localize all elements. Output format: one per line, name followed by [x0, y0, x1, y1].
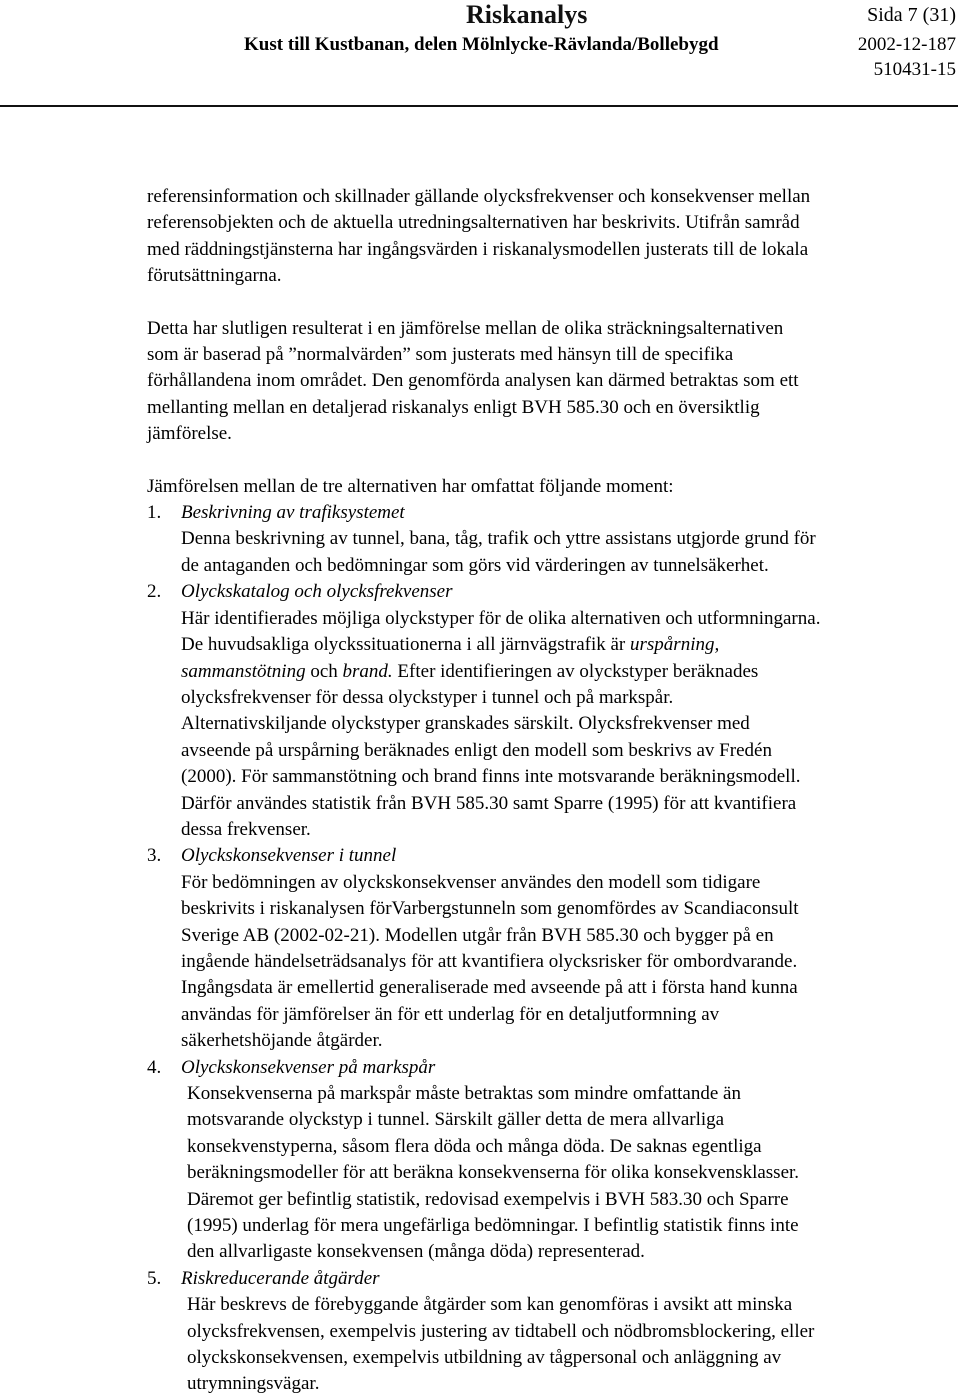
- list-item-4: 4. Olyckskonsekvenser på markspår Konsekvenserna på markspår måste betraktas som mindre omfattande än motsvarande olyckstyp i tunnel. Särskilt gäller detta de mera allvarliga konsekvenstyperna, såsom flera döda och många döda. De saknas egentliga beräkningsmodeller för att beräkna konsekvenserna för olika konsekvensklasser. Däremot ger befintlig statistik, redovisad exempelvis i BVH 583.30 och Sparre (1995) underlag för mera ungefärliga bedömningar. I befintlig statistik finns inte den allvarligaste konsekvensen (många döda) representerad.: [147, 1055, 947, 1266]
- list-intro: Jämförelsen mellan de tre alternativen har omfattat följande moment:: [147, 475, 674, 497]
- item-title: Riskreducerande åtgärder: [181, 1267, 380, 1289]
- item-title: Beskrivning av trafiksystemet: [181, 502, 405, 524]
- paragraph-2: Detta har slutligen resulterat i en jämförelse mellan de olika sträckningsalternativen som är baserad på ”normalvärden” som justerats med hänsyn till de specifika förhållandena inom området. Den genomförda analysen kan därmed betraktas som ett mellanting mellan en detaljerad riskanalys enligt BVH 585.30 och en översiktlig jämförelse.: [147, 317, 799, 445]
- header-divider: [0, 105, 958, 107]
- moment-list: [147, 500, 947, 1398]
- page-number: Sida 7 (31): [867, 4, 956, 26]
- document-body: [147, 184, 947, 1398]
- item-title: Olyckskonsekvenser i tunnel: [181, 845, 397, 867]
- item-title: Olyckskonsekvenser på markspår: [181, 1056, 436, 1078]
- item-number: 1.: [147, 502, 162, 524]
- document-title: Riskanalys: [466, 0, 588, 29]
- item-title: Olyckskatalog och olycksfrekvenser: [181, 581, 453, 603]
- item-number: 5.: [147, 1267, 162, 1289]
- page-header: [0, 0, 960, 108]
- item-number: 2.: [147, 581, 162, 603]
- list-item-1: 1. Beskrivning av trafiksystemet Denna beskrivning av tunnel, bana, tåg, trafik och yttre assistans utgjorde grund för de antaganden och bedömningar som görs vid värderingen av tunnelsäkerhet.: [147, 500, 947, 579]
- list-item-2: 2. Olyckskatalog och olycksfrekvenser Här identifierades möjliga olyckstyper för de olika alternativen och utformningarna. De huvudsakliga olyckssituationerna i all järnvägstrafik är urspårning, sammanstötning och brand. Efter identifieringen av olyckstyper beräknades olycksfrekvenser för dessa olyckstyper i tunnel och på markspår. Alternativskiljande olyckstyper granskades särskilt. Olycksfrekvenser med avseende på urspårning beräknades enligt den modell som beskrivs av Fredén (2000). För sammanstötning och brand finns inte motsvarande beräkningsmodell. Därför användes statistik från BVH 585.30 samt Sparre (1995) för att kvantifiera dessa frekvenser.: [147, 579, 947, 843]
- document-date: 2002-12-187: [857, 34, 956, 55]
- list-item-3: 3. Olyckskonsekvenser i tunnel För bedömningen av olyckskonsekvenser användes den modell som tidigare beskrivits i riskanalysen förVarbergstunneln som genomfördes av Scandiaconsult Sverige AB (2002-02-21). Modellen utgår från BVH 585.30 och bygger på en ingående händelseträdsanalys för att kvantifiera olycksrisker för ombordvarande. Ingångsdata är emellertid generaliserade med avseende på att i första hand kunna användas för jämförelser än för ett underlag för en detaljutformning av säkerhetshöjande åtgärder.: [147, 843, 947, 1054]
- project-name: Kust till Kustbanan, delen Mölnlycke-Rävlanda/Bollebygd: [244, 34, 719, 55]
- list-item-5: 5. Riskreducerande åtgärder Här beskrevs de förebyggande åtgärder som kan genomföras i avsikt att minska olycksfrekvensen, exempelvis justering av tidtabell och nödbromsblockering, eller olyckskonsekvensen, exempelvis utbildning av tågpersonal och anläggning av utrymningsvägar.: [147, 1266, 947, 1398]
- item-number: 3.: [147, 845, 162, 867]
- item-number: 4.: [147, 1056, 162, 1078]
- document-id: 510431-15: [873, 59, 956, 80]
- paragraph-1: referensinformation och skillnader gällande olycksfrekvenser och konsekvenser mellan referensobjekten och de aktuella utredningsalternativen har beskrivits. Utifrån samråd med räddningstjänsterna har ingångsvärden i riskanalysmodellen justerats till de lokala förutsättningarna.: [147, 186, 811, 287]
